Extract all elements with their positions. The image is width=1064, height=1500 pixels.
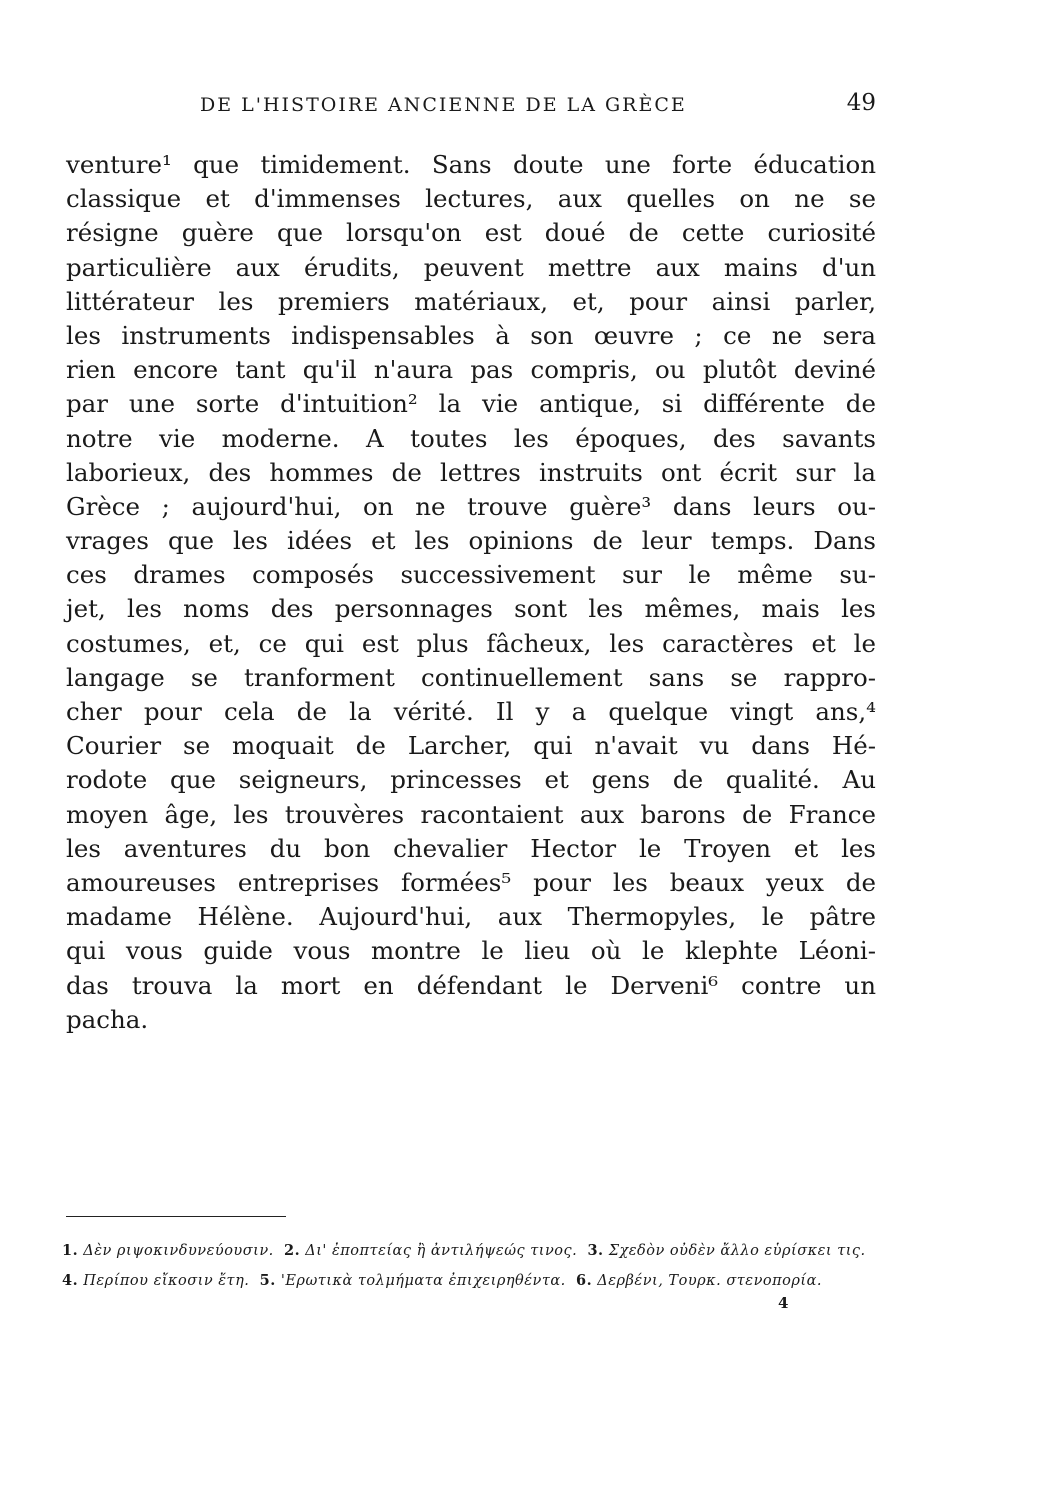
footnote-text: Σχεδὸν οὐδὲν ἄλλο εὑρίσκει τις. [608, 1243, 866, 1259]
body-line: pacha. [66, 1004, 149, 1034]
footnote-text: Περίπου εἴκοσιν ἔτη. [83, 1273, 250, 1289]
footnote-divider [66, 1216, 286, 1217]
footnote-line [62, 1236, 870, 1266]
page-number: 49 [846, 90, 876, 116]
footnote-text: 'Ερωτικὰ τολμήματα ἐπιχειρηθέντα. [280, 1273, 566, 1289]
body-line: cher pour cela de la vérité. Il y a quelque vingt ans,⁴ [66, 697, 876, 726]
body-line: notre vie moderne. A toutes les époques, des savants [66, 423, 876, 453]
body-line: rien encore tant qu'il n'aura pas compris, ou plutôt deviné [66, 355, 876, 385]
body-line: madame Hélène. Aujourd'hui, aux Thermopyles, le pâtre [66, 902, 876, 932]
body-line: ces drames composés successivement sur le même su- [66, 560, 876, 590]
footnote-number: 3. [587, 1242, 604, 1259]
body-line: Grèce ; aujourd'hui, on ne trouve guère³ dans leurs ou- [66, 491, 876, 521]
footnote-text: Δι' ἐποπτείας ἢ ἀντιλήψεώς τινος. [305, 1243, 578, 1259]
body-line: résigne guère que lorsqu'on est doué de cette curiosité [66, 218, 876, 248]
body-line: venture¹ que timidement. Sans doute une forte éducation [66, 150, 876, 179]
footnote-number: 4. [62, 1272, 79, 1289]
body-line: moyen âge, les trouvères racontaient aux barons de France [66, 799, 876, 829]
body-line: particulière aux érudits, peuvent mettre aux mains d'un [66, 252, 876, 282]
signature-mark: 4 [778, 1294, 789, 1312]
body-line: amoureuses entreprises formées⁵ pour les beaux yeux de [66, 867, 876, 897]
body-line: vrages que les idées et les opinions de leur temps. Dans [66, 526, 876, 556]
body-line: par une sorte d'intuition² la vie antique, si différente de [66, 389, 876, 419]
body-line: langage se tranforment continuellement sans se rappro- [66, 662, 876, 692]
footnote-text: Δερβένι, Τουρκ. στενοπορία. [597, 1273, 823, 1289]
footnote-number: 5. [259, 1272, 276, 1289]
running-title: DE L'HISTOIRE ANCIENNE DE LA GRÈCE [200, 94, 687, 116]
body-line: littérateur les premiers matériaux, et, pour ainsi parler, [66, 286, 876, 316]
body-line: classique et d'immenses lectures, aux quelles on ne se [66, 184, 876, 214]
footnote-line [62, 1266, 870, 1296]
body-line: jet, les noms des personnages sont les mêmes, mais les [66, 594, 876, 624]
body-line: costumes, et, ce qui est plus fâcheux, les caractères et le [66, 628, 876, 658]
footnote-text: Δὲν ριψοκινδυνεύουσιν. [83, 1243, 274, 1259]
footnote-number: 6. [576, 1272, 593, 1289]
body-line: rodote que seigneurs, princesses et gens de qualité. Au [66, 765, 876, 795]
body-line: laborieux, des hommes de lettres instruits ont écrit sur la [66, 457, 876, 487]
body-line: qui vous guide vous montre le lieu où le klephte Léoni- [66, 936, 876, 966]
body-line: Courier se moquait de Larcher, qui n'avait vu dans Hé- [66, 731, 876, 761]
footnote-number: 1. [62, 1242, 79, 1259]
body-text [66, 148, 876, 1037]
footnote-number: 2. [283, 1242, 301, 1259]
body-line: les aventures du bon chevalier Hector le Troyen et les [66, 833, 876, 863]
footnotes [62, 1236, 870, 1296]
body-line: das trouva la mort en défendant le Derveni⁶ contre un [66, 970, 876, 1000]
body-line: les instruments indispensables à son œuvre ; ce ne sera [66, 320, 876, 350]
